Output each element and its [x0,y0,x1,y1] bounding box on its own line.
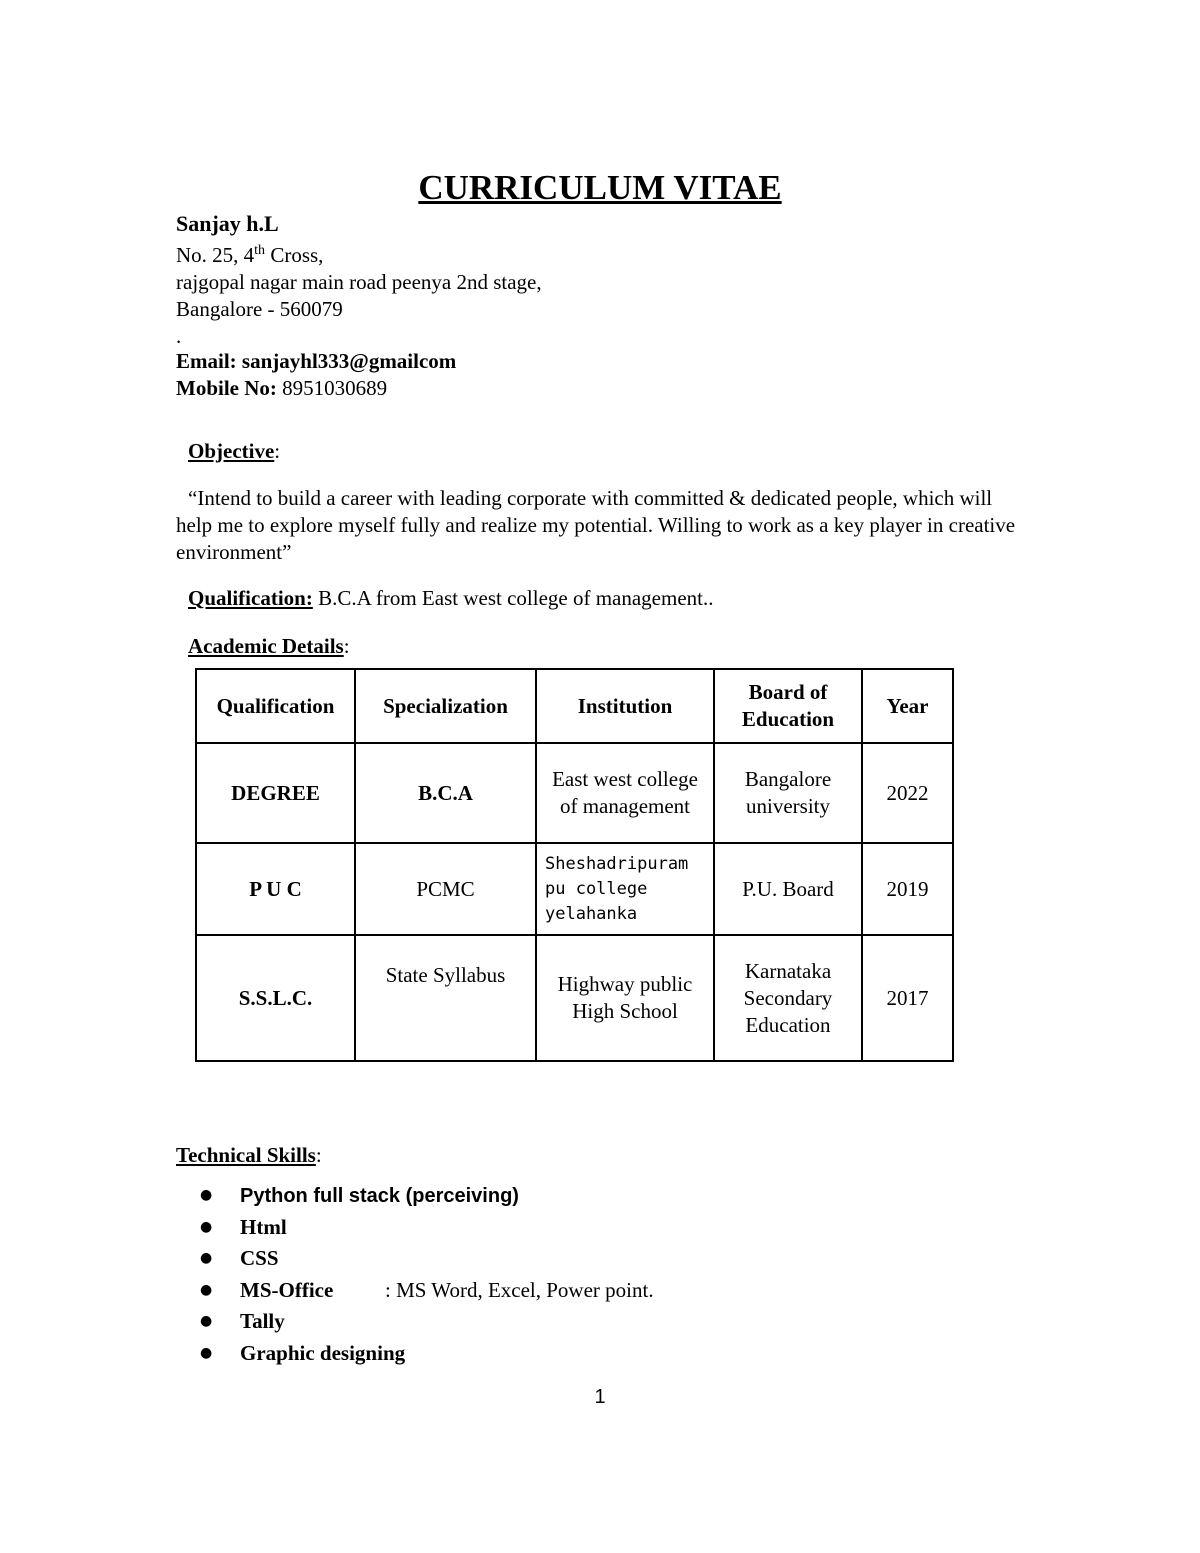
list-item [200,1275,654,1307]
academic-table [195,668,954,1062]
cell-board: P.U. Board [714,843,862,935]
objective-heading-text: Objective [188,439,275,463]
list-item [200,1180,654,1212]
academic-heading [188,634,350,659]
header-board: Board of Education [714,669,862,743]
cell-qualification: DEGREE [196,743,355,843]
bullet-icon: ● [200,1250,213,1266]
qualification-label: Qualification: [188,586,313,610]
objective-heading-colon: : [274,439,281,463]
bullet-icon: ● [200,1187,213,1203]
mobile-row [176,375,456,402]
academic-heading-colon: : [343,634,350,658]
list-item [200,1212,654,1244]
header-specialization: Specialization [355,669,536,743]
skills-heading [176,1143,322,1168]
mobile-value: 8951030689 [282,376,388,400]
cell-specialization: B.C.A [355,743,536,843]
cell-year: 2017 [862,935,953,1061]
skill-name: Graphic designing [240,1340,406,1365]
contact-block [176,348,456,402]
cell-specialization: State Syllabus [355,935,536,1061]
table-row [196,843,953,935]
bullet-icon: ● [200,1218,213,1235]
skills-list [200,1180,654,1369]
objective-text: “Intend to build a career with leading corporate with committed & dedicated people, which will help me to explore myself fully and realize my potential. Willing to work as a key player in creative environment” [176,486,1016,564]
cell-board: Bangalore university [714,743,862,843]
list-item [200,1338,654,1370]
skill-name: Html [240,1214,287,1239]
header-year: Year [862,669,953,743]
table-header-row [196,669,953,743]
bullet-icon: ● [200,1281,213,1298]
table-row [196,935,953,1061]
list-item [200,1306,654,1338]
skill-name: MS-Office [240,1277,334,1302]
address-line-1-prefix: No. 25, 4 [176,243,255,267]
email-value: sanjayhl333@gmailcom [241,349,457,373]
address-line-3: Bangalore - 560079 [176,297,343,321]
table-row [196,743,953,843]
academic-heading-text: Academic Details [188,634,344,658]
header-block [176,210,542,349]
page-title: CURRICULUM VITAE [418,168,782,207]
skill-name: Tally [240,1309,285,1333]
qualification-value: B.C.A from East west college of management.. [318,586,714,610]
candidate-name: Sanjay h.L [176,211,279,236]
address-line-1-suffix: Cross, [265,243,324,267]
skill-detail: : MS Word, Excel, Power point. [385,1277,654,1302]
mobile-label: Mobile No: [176,376,277,400]
skill-name: Python full stack (perceiving) [240,1185,519,1207]
bullet-icon: ● [200,1344,213,1361]
cell-institution: East west college of management [536,743,714,843]
email-label: Email: [176,349,237,373]
cell-year: 2019 [862,843,953,935]
cell-specialization: PCMC [355,843,536,935]
objective-heading [188,439,280,464]
address-line-2: rajgopal nagar main road peenya 2nd stage, [176,270,542,294]
bullet-icon: ● [200,1313,213,1329]
address-superscript: th [254,243,266,258]
address-line-4: . [176,324,182,348]
cell-qualification: S.S.L.C. [196,935,355,1061]
cell-institution: Highway public High School [536,935,714,1061]
page-number: 1 [594,1386,606,1408]
qualification-line [188,586,714,611]
skills-heading-colon: : [315,1143,322,1167]
list-item [200,1243,654,1275]
header-qualification: Qualification [196,669,355,743]
cell-year: 2022 [862,743,953,843]
cell-institution: Sheshadripuram pu college yelahanka [536,843,714,935]
cell-qualification: P U C [196,843,355,935]
address-line-1 [176,237,542,269]
header-institution: Institution [536,669,714,743]
skills-heading-text: Technical Skills [176,1143,316,1167]
cell-board: Karnataka Secondary Education [714,935,862,1061]
email-row [176,348,456,375]
skill-name: CSS [240,1246,279,1270]
